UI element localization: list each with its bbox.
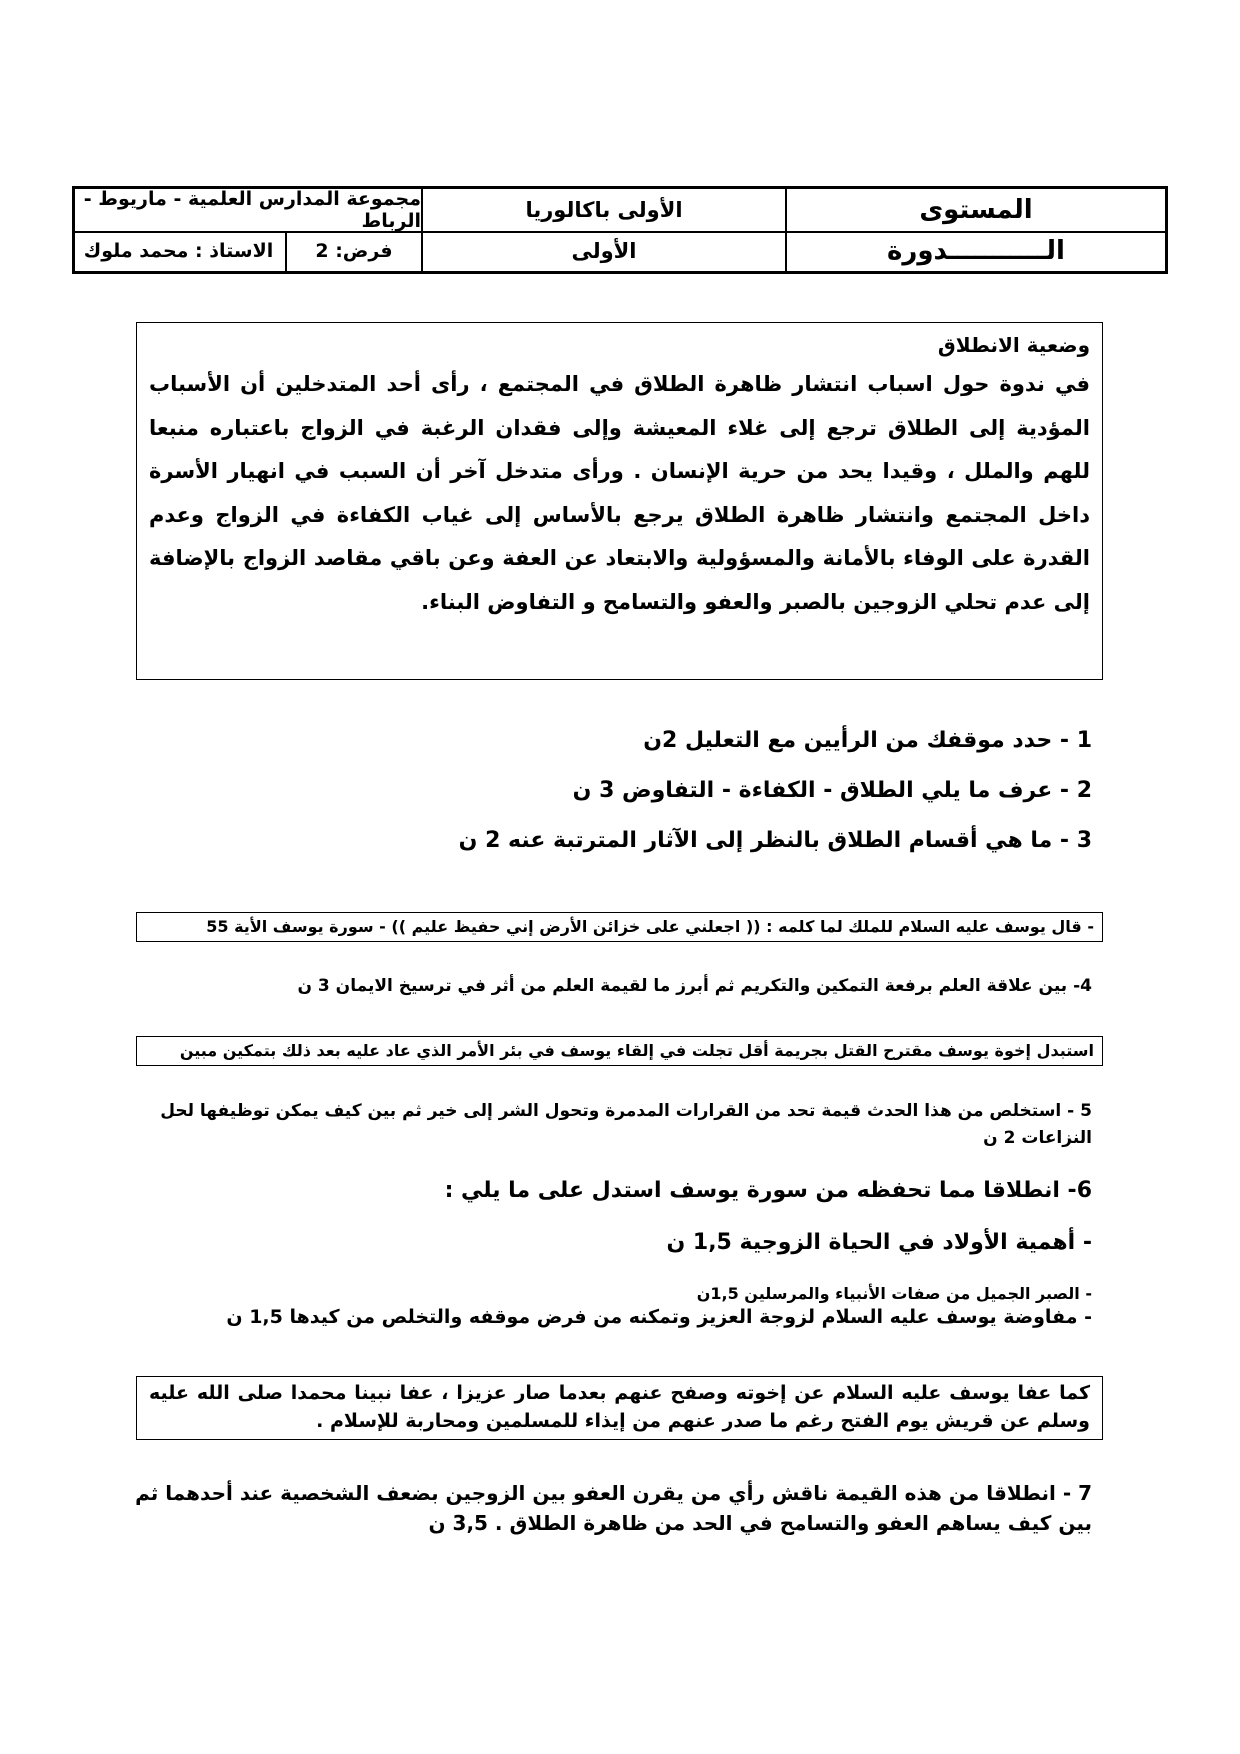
quote-box-2: استبدل إخوة يوسف مقترح القتل بجريمة أقل تجلت في إلقاء يوسف في بئر الأمر الذي عاد عليه بعد ذلك بتمكين مبين [136,1036,1103,1066]
exam-number: فرض: 2 [285,231,421,271]
header-row-1 [75,189,1165,233]
question-1: 1 - حدد موقفك من الرأيين مع التعليل 2ن [643,728,1092,753]
question-3: 3 - ما هي أقسام الطلاق بالنظر إلى الآثار المترتبة عنه 2 ن [458,828,1092,853]
session-label: الـــــــــــدورة [785,231,1165,271]
question-2: 2 - عرف ما يلي الطلاق - الكفاءة - التفاوض 3 ن [572,778,1092,803]
header-table [72,186,1168,274]
question-6: 6- انطلاقا مما تحفظه من سورة يوسف استدل على ما يلي : [444,1178,1092,1203]
question-7: 7 - انطلاقا من هذه القيمة ناقش رأي من يقرن العفو بين الزوجين بضعف الشخصية عند أحدهما ثم بين كيف يساهم العفو والتسامح في الحد من ظاهرة الطلاق . 3,5 ن [135,1481,1092,1535]
session-value: الأولى [421,231,785,271]
question-6b: - الصبر الجميل من صفات الأنبياء والمرسلين 1,5ن [696,1284,1092,1303]
situation-text: في ندوة حول اسباب انتشار ظاهرة الطلاق في المجتمع ، رأى أحد المتدخلين أن الأسباب المؤدية إلى الطلاق ترجع إلى غلاء المعيشة وإلى فقدان الرغبة في الزواج باعتباره منبعا للهم والملل ، وقيدا يحد من حرية الإنسان . ورأى متدخل آخر أن السبب في انهيار الأسرة داخل المجتمع وانتشار ظاهرة الطلاق يرجع بالأساس إلى غياب الكفاءة في الزواج وعدم القدرة على الوفاء بالأمانة والمسؤولية والابتعاد عن العفة وعن باقي مقاصد الزواج بالإضافة إلى عدم تحلي الزوجين بالصبر والعفو والتسامح و التفاوض البناء. [149,372,1090,614]
level-value: الأولى باكالوريا [421,189,785,231]
question-5: 5 - استخلص من هذا الحدث قيمة تحد من القرارات المدمرة وتحول الشر إلى خير ثم بين كيف يمكن توظيفها لحل النزاعات 2 ن [160,1101,1092,1148]
teacher-name: الاستاذ : محمد ملوك [83,240,274,262]
header-row-2 [75,231,1165,271]
starting-situation-box [136,322,1103,680]
quote-box-1: - قال يوسف عليه السلام للملك لما كلمه : (( اجعلني على خزائن الأرض إني حفيظ عليم )) - سورة يوسف الأية 55 [136,912,1103,942]
situation-title: وضعية الانطلاق [937,333,1090,357]
quote-box-3: كما عفا يوسف عليه السلام عن إخوته وصفح عنهم بعدما صار عزيزا ، عفا نبينا محمدا صلى الله عليه وسلم عن قريش يوم الفتح رغم ما صدر عنهم من إيذاء للمسلمين ومحاربة للإسلام . [136,1376,1103,1440]
question-6a: - أهمية الأولاد في الحياة الزوجية 1,5 ن [666,1230,1092,1255]
school-name: مجموعة المدارس العلمية - ماريوط - الرباط [83,188,421,232]
question-6c: - مفاوضة يوسف عليه السلام لزوجة العزيز وتمكنه من فرض موقفه والتخلص من كيدها 1,5 ن [226,1306,1092,1328]
question-4: 4- بين علاقة العلم برفعة التمكين والتكريم ثم أبرز ما لقيمة العلم من أثر في ترسيخ الايمان 3 ن [297,976,1092,996]
level-label: المستوى [785,189,1165,231]
